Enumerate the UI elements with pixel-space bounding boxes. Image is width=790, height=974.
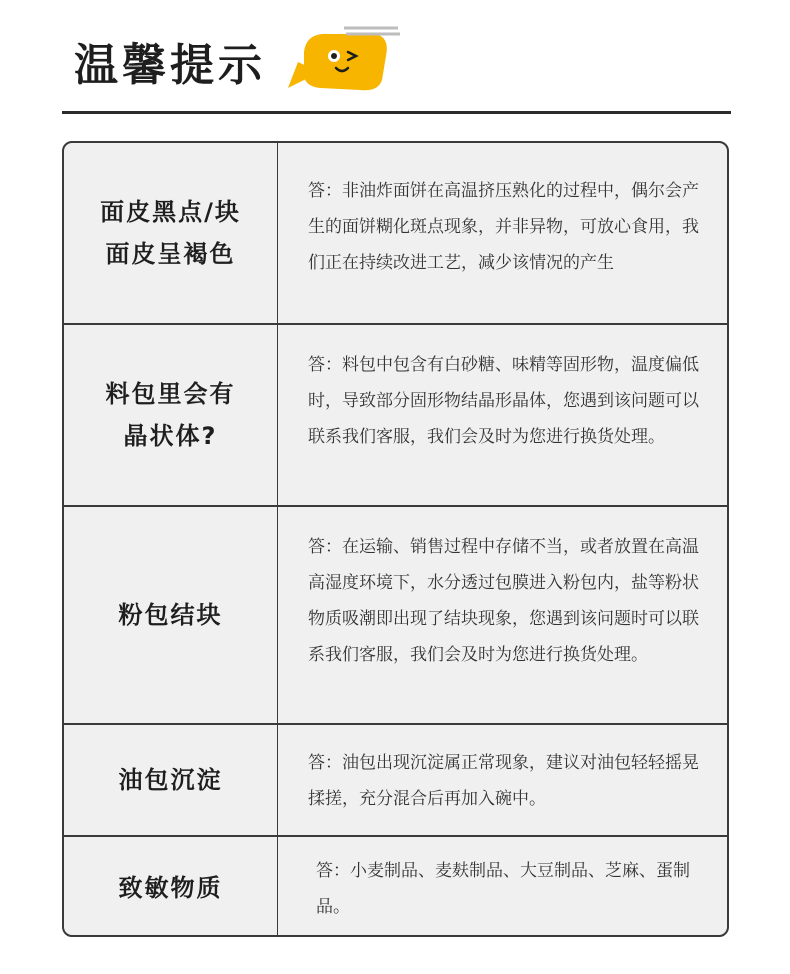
faq-question: 致敏物质: [64, 837, 278, 937]
faq-row: [64, 325, 727, 507]
faq-answer: 答：非油炸面饼在高温挤压熟化的过程中，偶尔会产生的面饼糊化斑点现象，并非异物，可放心食用，我们正在持续改进工艺，减少该情况的产生: [308, 181, 699, 273]
faq-row: [64, 143, 727, 325]
header: [72, 30, 732, 100]
faq-row: [64, 837, 727, 937]
faq-question: 粉包结块: [64, 507, 278, 723]
faq-table: [62, 141, 729, 937]
faq-answer: 答：小麦制品、麦麸制品、大豆制品、芝麻、蛋制品。: [316, 861, 690, 917]
faq-row: [64, 507, 727, 725]
faq-answer: 答：油包出现沉淀属正常现象，建议对油包轻轻摇晃揉搓，充分混合后再加入碗中。: [308, 753, 699, 809]
mascot-icon: [286, 22, 402, 94]
faq-answer: 答：在运输、销售过程中存储不当，或者放置在高温高湿度环境下，水分透过包膜进入粉包内，盐等粉状物质吸潮即出现了结块现象，您遇到该问题时可以联系我们客服，我们会及时为您进行换货处理。: [308, 537, 699, 665]
faq-question: 料包里会有 晶状体?: [64, 325, 278, 505]
header-divider: [62, 111, 731, 114]
faq-row: [64, 725, 727, 837]
faq-answer: 答：料包中包含有白砂糖、味精等固形物，温度偏低时，导致部分固形物结晶形晶体，您遇到该问题可以联系我们客服，我们会及时为您进行换货处理。: [308, 355, 699, 447]
faq-question: 油包沉淀: [64, 725, 278, 835]
faq-question: 面皮黑点/块 面皮呈褐色: [64, 143, 278, 323]
page-title: 温馨提示: [74, 40, 266, 91]
